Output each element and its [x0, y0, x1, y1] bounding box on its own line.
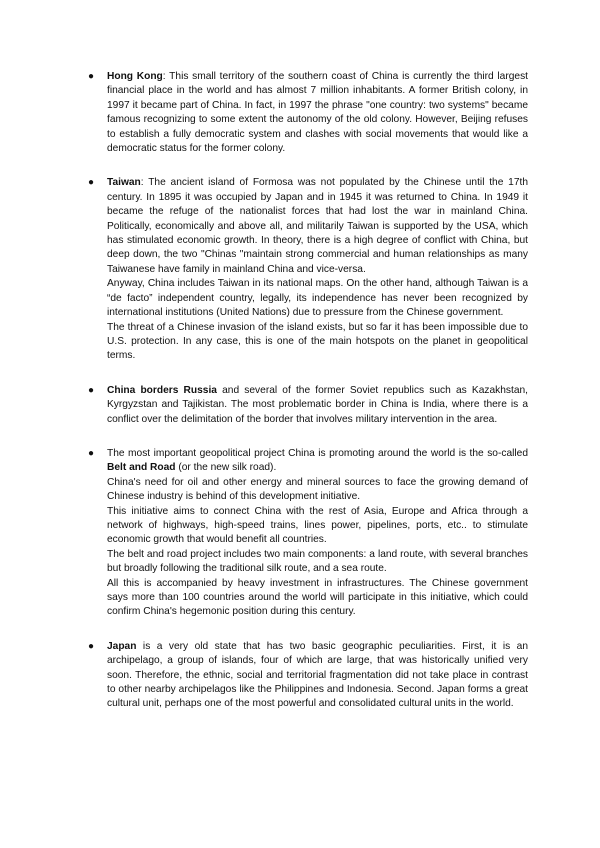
paragraph: The threat of a Chinese invasion of the island exists, but so far it has been impossible due to U.S. protection. In any case, this is one of the main hotspots on the planet in geopolitical terms.: [107, 321, 528, 362]
paragraph: [107, 447, 528, 476]
paragraph: All this is accompanied by heavy investment in infrastructures. The Chinese government says more than 100 countries around the world will participate in this initiative, which could confirm China's hegemonic position during this century.: [107, 577, 528, 618]
paragraph-text: is a very old state that has two basic geographic peculiarities. First, it is an archipelago, a group of islands, four of which are large, that was historically unified very soon. Therefore, the ethnic, social and territorial fragmentation did not take place in contrast to other nearby archipelagos like the Philippines and Indonesia. Second. Japan forms a great cultural unit, perhaps one of the most powerful and consolidated cultural units in the world.: [107, 640, 528, 710]
paragraph-text: : This small territory of the southern coast of China is currently the third largest financial place in the world and has almost 7 million inhabitants. A former British colony, in 1997 it became part of China. In fact, in 1997 the phrase "one country: two systems" became famous recognizing to some extent the autonomy of the old colony. However, Beijing refuses to establish a fully democratic system and clashes with social movements that would like a democratic status for the former colony.: [107, 71, 528, 155]
bold-lead: China borders Russia: [107, 384, 217, 396]
paragraph: China's need for oil and other energy and mineral sources to face the growing demand of Chinese industry is behind of this development initiative.: [107, 476, 528, 503]
bullet-taiwan: [88, 176, 528, 363]
paragraph: [107, 640, 528, 712]
paragraph-text: (or the new silk road).: [175, 462, 277, 474]
bullet-china-borders-russia: [88, 384, 528, 427]
bullet-dot-icon: ●: [88, 640, 95, 652]
bullet-hong-kong: [88, 70, 528, 156]
paragraph: This initiative aims to connect China with the rest of Asia, Europe and Africa through a network of highways, high-speed trains, lines power, pipelines, ports, etc.. to stimulate economic growth that would benefit all countries.: [107, 505, 528, 546]
bullet-dot-icon: ●: [88, 384, 95, 396]
bullet-belt-and-road: [88, 447, 528, 620]
bullet-dot-icon: ●: [88, 71, 95, 82]
bullet-dot-icon: ●: [88, 447, 95, 459]
bold-lead: Japan: [107, 640, 137, 652]
bold-lead: Hong Kong: [107, 71, 163, 82]
bullet-japan: [88, 640, 528, 712]
paragraph: The belt and road project includes two main components: a land route, with several branches but broadly following the traditional silk route, and a sea route.: [107, 548, 528, 575]
bold-lead: Belt and Road: [107, 462, 176, 474]
bullet-list: [88, 70, 528, 732]
paragraph: [107, 70, 528, 156]
paragraph-text: and several of the former Soviet republics such as Kazakhstan, Kyrgyzstan and Tajikistan. The most problematic border in China is India, where there is a conflict over the delimitation of the border that involves military intervention in the area.: [107, 384, 528, 425]
paragraph-text: The most important geopolitical project China is promoting around the world is the so-called: [107, 447, 528, 459]
paragraph: [107, 384, 528, 427]
paragraph: [107, 176, 528, 277]
bullet-dot-icon: ●: [88, 177, 95, 189]
paragraph: Anyway, China includes Taiwan in its national maps. On the other hand, although Taiwan is a “de facto” independent country, legally, its independence has never been recognized by international institutions (United Nations) due to pressure from the Chinese government.: [107, 278, 528, 319]
bold-lead: Taiwan: [107, 177, 141, 189]
paragraph-text: : The ancient island of Formosa was not populated by the Chinese until the 17th century. In 1895 it was occupied by Japan and in 1945 it was returned to China. In 1949 it became the refuge of the nationalist forces that had lost the war in mainland China. Politically, economically and above all, and militarily Taiwan is supported by the USA, which has stimulated economic growth. In theory, there is a high degree of conflict with China, but deep down, the two "Chinas "maintain strong commercial and human relationships as many Taiwanese have family in mainland China and vice-versa.: [107, 177, 528, 275]
